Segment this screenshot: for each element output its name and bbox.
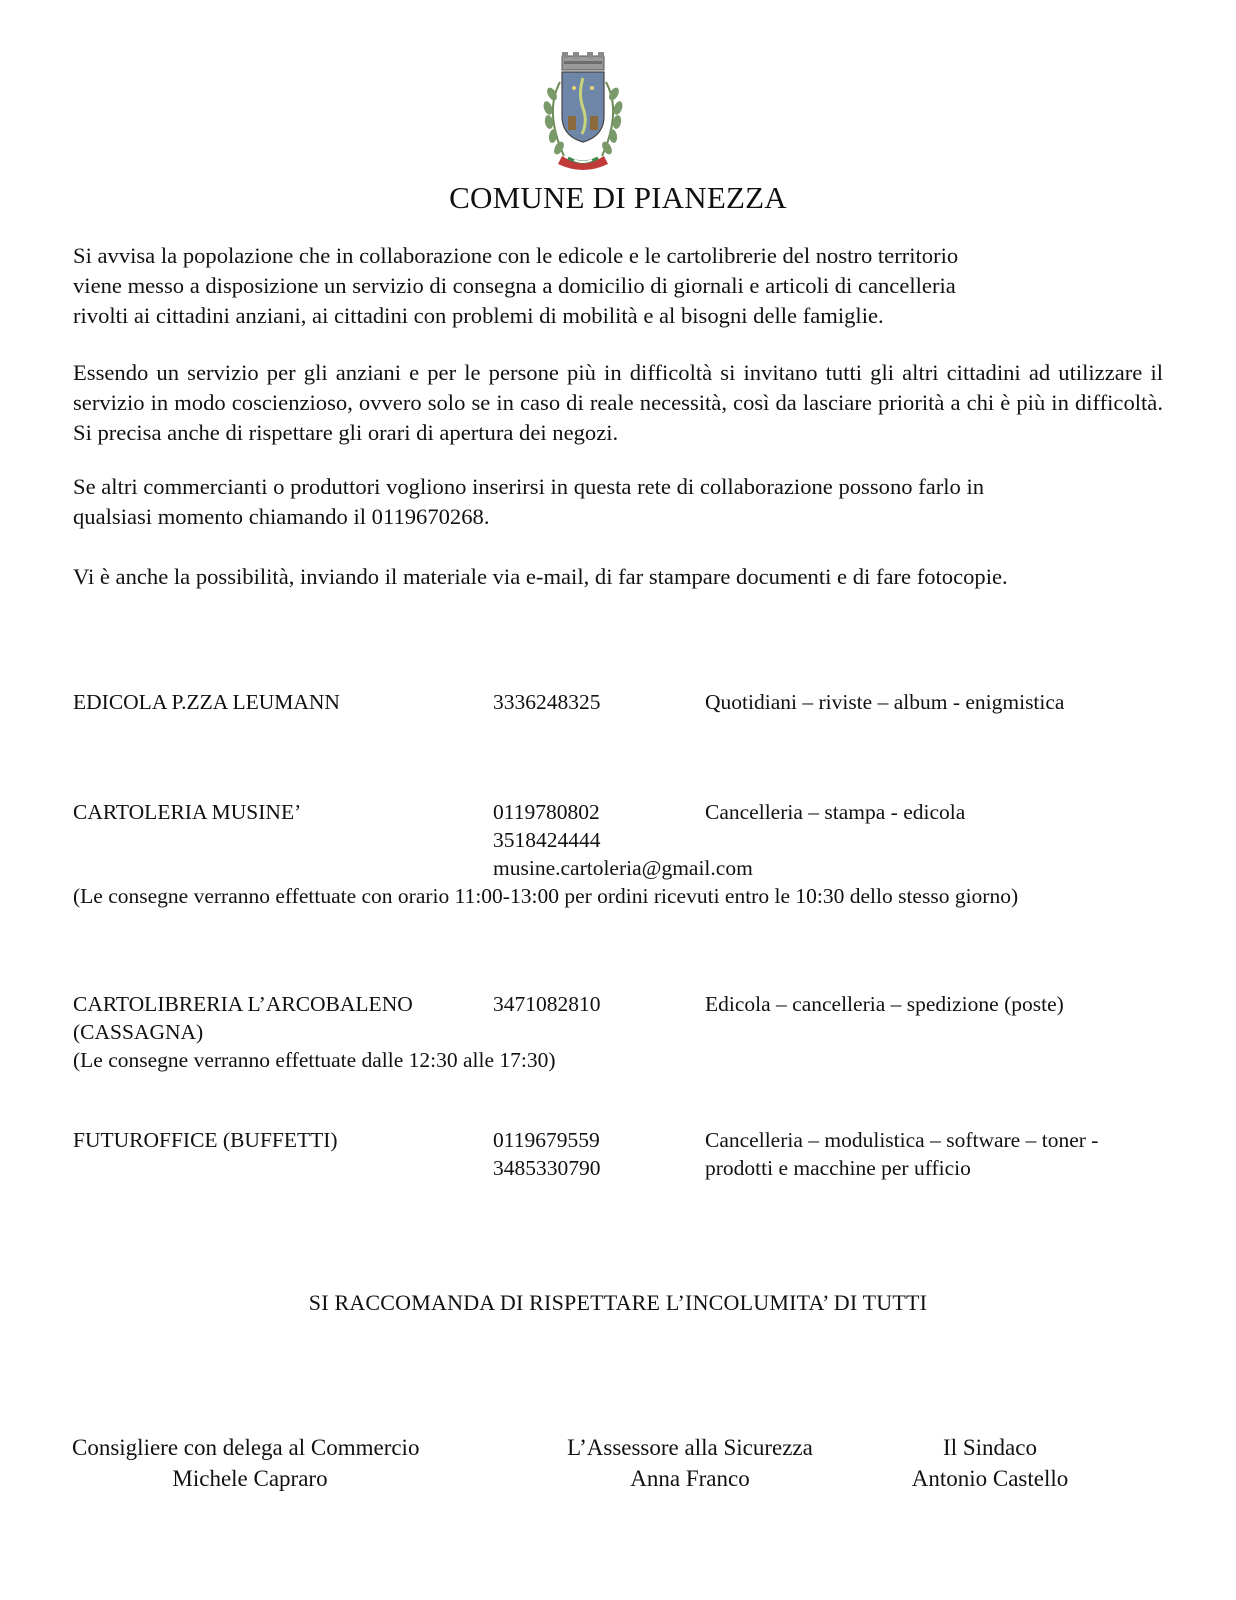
signature-role: Consigliere con delega al Commercio bbox=[72, 1435, 420, 1460]
shop-phone: 3485330790 bbox=[493, 1156, 601, 1180]
shop-contacts bbox=[493, 1126, 723, 1182]
shop-contacts bbox=[493, 798, 753, 882]
shop-delivery-note: (Le consegne verranno effettuate dalle 12:30 alle 17:30) bbox=[73, 1048, 556, 1072]
shop-name bbox=[73, 990, 493, 1046]
shop-name-line: CARTOLIBRERIA L’ARCOBALENO bbox=[73, 992, 413, 1016]
shop-services: Quotidiani – riviste – album - enigmistica bbox=[705, 690, 1065, 714]
shop-name: EDICOLA P.ZZA LEUMANN bbox=[73, 690, 340, 714]
signature-name: Michele Capraro bbox=[172, 1466, 328, 1491]
shop-services: Edicola – cancelleria – spedizione (poste) bbox=[705, 992, 1064, 1016]
intro-line: Si avvisa la popolazione che in collaborazione con le edicole e le cartolibrerie del nostro territorio bbox=[73, 243, 959, 268]
merchants-line: Se altri commercianti o produttori vogliono inserirsi in questa rete di collaborazione possono farlo in bbox=[73, 474, 985, 499]
intro-line: viene messo a disposizione un servizio di consegna a domicilio di giornali e articoli di cancelleria bbox=[73, 273, 956, 298]
shop-name: CARTOLERIA MUSINE’ bbox=[73, 800, 302, 824]
merchants-paragraph bbox=[73, 472, 1163, 532]
signature-mayor bbox=[890, 1432, 1090, 1494]
shop-services: Cancelleria – stampa - edicola bbox=[705, 800, 966, 824]
signature-name: Antonio Castello bbox=[911, 1466, 1069, 1491]
shop-phone: 0119679559 bbox=[493, 1128, 600, 1152]
shop-phone: 3336248325 bbox=[493, 690, 601, 714]
signature-name: Anna Franco bbox=[630, 1466, 750, 1491]
page-title: COMUNE DI PIANEZZA bbox=[449, 180, 787, 215]
safety-warning: SI RACCOMANDA DI RISPETTARE L’INCOLUMITA’ DI TUTTI bbox=[308, 1290, 928, 1315]
shop-name-line: (CASSAGNA) bbox=[73, 1020, 204, 1044]
merchants-line: qualsiasi momento chiamando il 0119670268. bbox=[73, 504, 490, 529]
intro-paragraph bbox=[73, 241, 1163, 331]
signature-assessor bbox=[540, 1432, 840, 1494]
shop-email: musine.cartoleria@gmail.com bbox=[493, 856, 753, 880]
signature-councillor bbox=[60, 1432, 470, 1494]
shop-services-line: prodotti e macchine per ufficio bbox=[705, 1156, 971, 1180]
usage-paragraph: Essendo un servizio per gli anziani e per le persone più in difficoltà si invitano tutti gli altri cittadini ad utilizzare il servizio in modo coscienzioso, ovvero solo se in caso di reale necessità, così da lasciare priorità a chi è più in difficoltà. Si precisa anche di rispettare gli orari di apertura dei negozi. bbox=[73, 360, 1163, 445]
shop-phone: 3471082810 bbox=[493, 992, 601, 1016]
shop-phone: 3518424444 bbox=[493, 828, 601, 852]
signature-role: Il Sindaco bbox=[943, 1435, 1037, 1460]
municipal-coat-of-arms-icon bbox=[538, 52, 628, 174]
shop-phone: 0119780802 bbox=[493, 800, 600, 824]
intro-line: rivolti ai cittadini anziani, ai cittadini con problemi di mobilità e al bisogni delle famiglie. bbox=[73, 303, 884, 328]
shop-name: FUTUROFFICE (BUFFETTI) bbox=[73, 1128, 338, 1152]
signature-role: L’Assessore alla Sicurezza bbox=[567, 1435, 813, 1460]
shop-services bbox=[705, 1126, 1175, 1182]
print-paragraph: Vi è anche la possibilità, inviando il materiale via e-mail, di far stampare documenti e di fare fotocopie. bbox=[73, 564, 1008, 589]
shop-services-line: Cancelleria – modulistica – software – toner - bbox=[705, 1128, 1099, 1152]
shop-delivery-note: (Le consegne verranno effettuate con orario 11:00-13:00 per ordini ricevuti entro le 10:30 dello stesso giorno) bbox=[73, 884, 1019, 908]
